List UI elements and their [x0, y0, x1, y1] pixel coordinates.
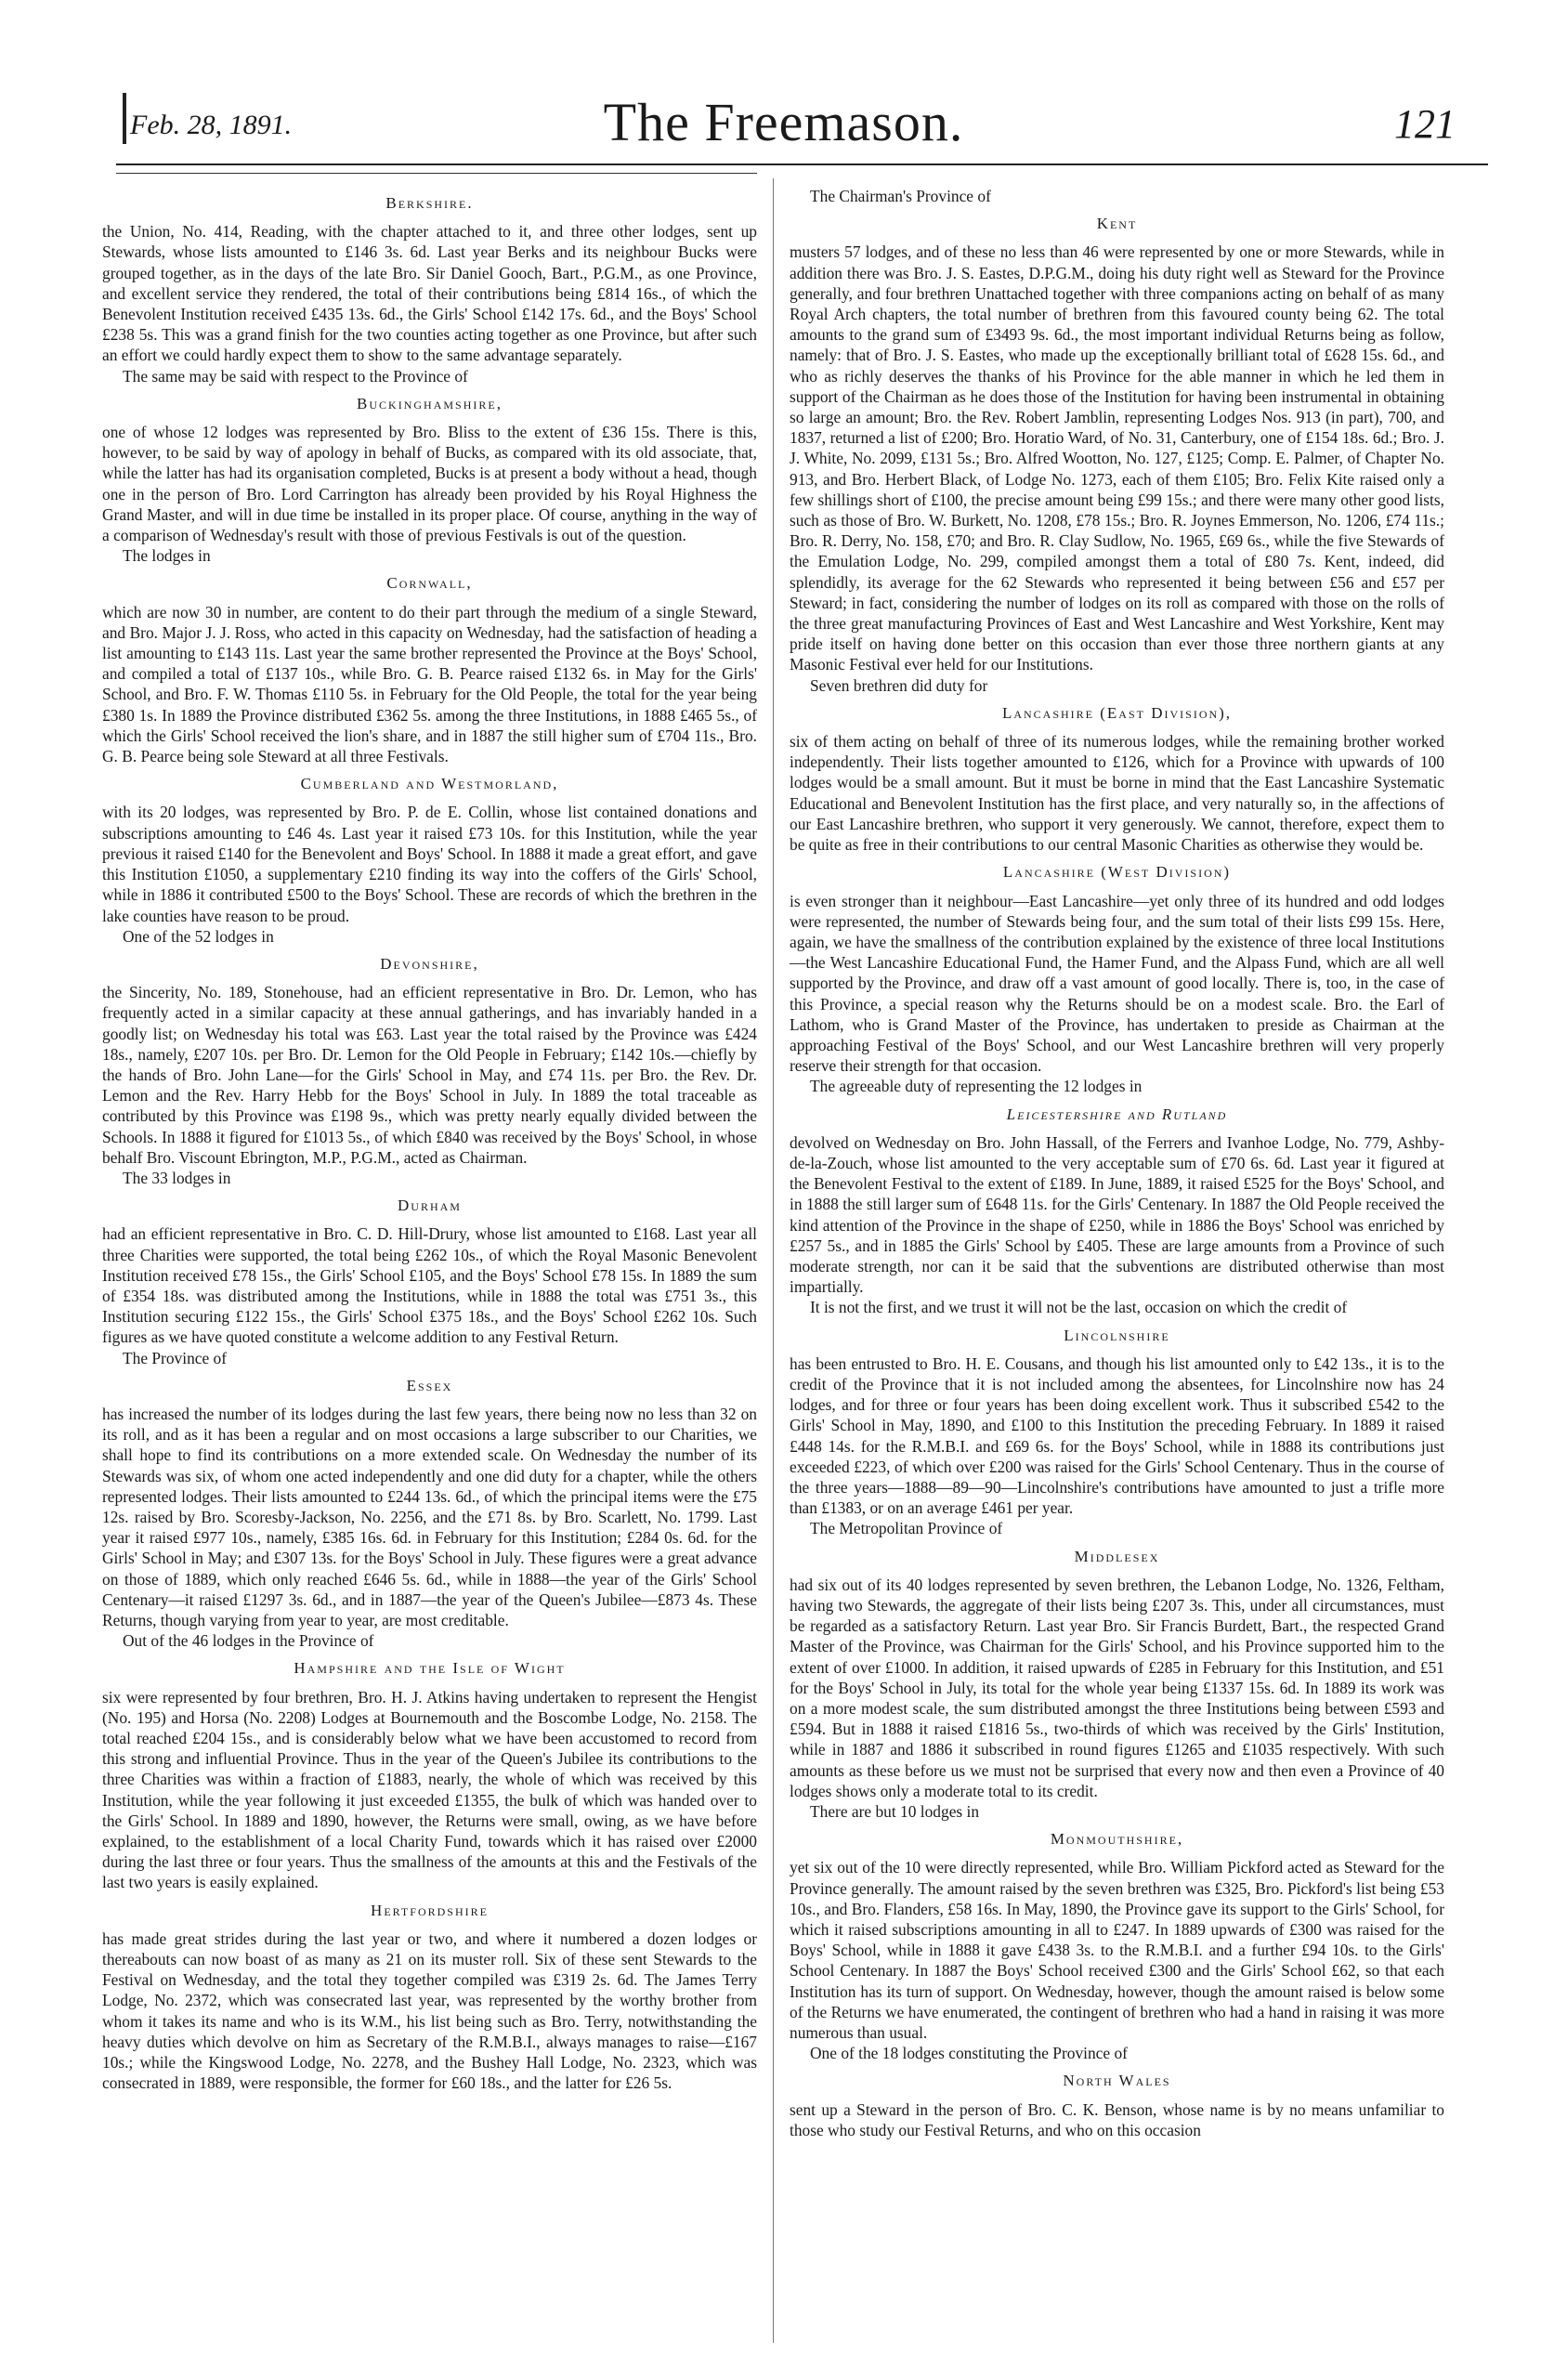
paragraph-middlesex: had six out of its 40 lodges represented by seven brethren, the Lebanon Lodge, No. 1326, Feltham, having two Stewards, the aggregate of their lists being £207 3s. This, under all circumstances, must be regarded as a satisfactory Return. Last year Bro. Sir Francis Burdett, Bart., the respected Grand Master of the Province, was Chairman for the Girls' School, and his Province supported him to the extent of over £1000. In addition, it raised upwards of £285 in February for this Institution, and £51 for the Boys' School in July, its total for the whole year being £1337 15s. 6d. In 1889 its work was on a more modest scale, the sum distributed amongst the three Institutions being between £593 and £594. But in 1888 it raised £1816 5s., two-thirds of which was received by the Girls' Institution, while in 1887 and 1886 it subscribed in round figures £1265 and £1035 respectively. With such amounts as these before us we must not be surprised that every now and then even a Province of 40 lodges shows only a moderate total to its credit. — [790, 1575, 1444, 1800]
paragraph-bucks: one of whose 12 lodges was represented by Bro. Bliss to the extent of £36 15s. There is this, however, to be said by way of apology in behalf of Bucks, as compared with its old associate, that, while the latter has had its organisation completed, Bucks is at present a body without a head, though one in the person of Bro. Lord Carrington has already been provided by his Royal Highness the Grand Master, and will in due time be installed in its proper place. Of course, anything in the way of a comparison of Wednesday's result with those of previous Festivals is out of the question. — [102, 423, 757, 545]
header-rule — [116, 163, 1488, 165]
paragraph-lincoln: has been entrusted to Bro. H. E. Cousans, and though his list amounted only to £42 13s., it is to the credit of the Province that it is not included among the absentees, for Lincolnshire now has 24 lodges, and for three or four years has been doing excellent work. Thus it subscribed £542 to the Girls' School in May, 1890, and £100 to this Institution the preceding February. In 1889 it raised £448 14s. for the R.M.B.I. and £69 6s. for the Boys' School, while in 1888 its contributions just exceeded £223, of which over £200 was raised for the Girls' School Centenary. Thus in the course of the three years—1888—89—90—Lincolnshire's contributions have amounted to just a trifle more than £1383, or on an average £461 per year. — [790, 1353, 1444, 1518]
intro-devon: One of the 52 lodges in — [123, 926, 274, 946]
paragraph-herts: has made great strides during the last year or two, and where it numbered a dozen lodges or thereabouts can now boast of as many as 21 on its muster roll. Six of these sent Stewards to the Festival on Wednesday, and the total they together compiled was £319 2s. 6d. The James Terry Lodge, No. 2372, which was consecrated last year, was represented by the worthy brother from whom it takes its name and who is its W.M., his list being such as Bro. Terry, notwithstanding the heavy duties which devolve on him as Secretary of the R.M.B.I., always manages to raise—£167 10s.; while the Kingswood Lodge, No. 2278, and the Bushey Hall Lodge, No. 2323, which was consecrated in 1889, were responsible, the former for £60 18s., and the latter for £26 5s. — [102, 1929, 757, 2093]
section-heading-devon: Devonshire, — [380, 954, 479, 973]
intro-leicester: The agreeable duty of representing the 12 lodges in — [810, 1077, 1143, 1096]
intro-hants: Out of the 46 lodges in the Province of — [123, 1631, 374, 1651]
section-heading-cumberland: Cumberland and Westmorland, — [300, 775, 559, 793]
right-column — [790, 186, 1444, 2140]
paragraph-kent: musters 57 lodges, and of these no less than 46 were represented by one or more Stewards, while in addition there was Bro. J. S. Eastes, D.P.G.M., doing his duty right well as Steward for the Province generally, and four brethren Unattached together with three companions acting on behalf of as many Royal Arch chapters, the total number of brethren from this favoured county being 62. The total amounts to the grand sum of £3493 9s. 6d., the most important individual Returns being as follow, namely: that of Bro. J. S. Eastes, who made up the exceptionally brilliant total of £628 15s. 6d., and who as richly deserves the thanks of his Province for the able manner in which he led them in support of the Chairman as he does those of the Institution for having been instrumental in obtaining so large an amount; Bro. the Rev. Robert Jamblin, representing Lodges Nos. 913 (in part), 700, and 1837, returned a list of £200; Bro. Horatio Ward, of No. 31, Canterbury, one of £154 18s. 6d.; Bro. J. J. White, No. 2099, £131 5s.; Bro. Alfred Wootton, No. 127, £125; Comp. E. Palmer, of Chapter No. 913, and Bro. Herbert Black, of Lodge No. 1273, each of them £105; Bro. Felix Kite raised only a few shillings short of £100, the precise amount being £99 15s.; and there were many other good lists, such as those of Bro. W. Burkett, No. 1208, £78 15s.; Bro. R. Joynes Emmerson, No. 1206, £74 11s.; Bro. R. Derry, No. 158, £70; and Bro. R. Clay Sudlow, No. 1965, £69 6s., while the five Stewards of the Emulation Lodge, No. 299, compiled amongst them a total of £80 7s. Kent, indeed, did splendidly, its average for the 62 Stewards who represented it being between £56 and £57 per Steward; in fact, considering the number of lodges on its roll as compared with those on the rolls of the three great manufacturing Provinces of East and West Lancashire and West Yorkshire, Kent may pride itself on having done better on this occasion than ever those three northern giants at any Masonic Festival ever held for our Institutions. — [790, 242, 1444, 674]
section-heading-monmouth: Monmouthshire, — [1050, 1830, 1184, 1849]
section-heading-leicester: Leicestershire and Rutland — [1006, 1105, 1228, 1123]
section-heading-hants: Hampshire and the Isle of Wight — [294, 1659, 566, 1678]
intro-bucks: The same may be said with respect to the Province of — [123, 366, 468, 386]
paragraph-north-wales: sent up a Steward in the person of Bro. C. K. Benson, whose name is by no means unfamiliar to those who study our Festival Returns, and who on this occasion — [790, 2099, 1444, 2139]
section-heading-cornwall: Cornwall, — [386, 574, 473, 593]
paragraph-essex: has increased the number of its lodges during the last few years, there being now no less than 32 on its roll, and as it has been a regular and on most occasions a large subscriber to our Charities, we shall hope to find its contributions on a more extended scale. On Wednesday the number of its Stewards was six, of whom one acted independently and one did duty for a chapter, while the others represented lodges. Their lists amounted to £244 13s. 6d., of which the principal items were the £75 12s. raised by Bro. Scoresby-Jackson, No. 2256, and the £71 8s. by Bro. Scarlett, No. 1799. Last year it raised £977 10s., namely, £385 16s. 6d. in February for this Institution; £284 0s. 6d. for the Girls' School in May; and £307 13s. for the Boys' School in July. These figures were a great advance on those of 1889, which only reached £646 5s. 6d., while in 1888—the year of the Girls' School Centenary—it raised £1297 3s. 6d., and in 1887—the year of the Queen's Jubilee—£873 4s. These Returns, though varying from year to year, are most creditable. — [102, 1404, 757, 1629]
intro-north-wales: One of the 18 lodges constituting the Province of — [810, 2044, 1128, 2063]
page-number: 121 — [1394, 101, 1456, 147]
paragraph-leicester: devolved on Wednesday on Bro. John Hassall, of the Ferrers and Ivanhoe Lodge, No. 779, Ashby-de-la-Zouch, whose list amounted to the very acceptable sum of £70 6s. 6d. Last year it figured at the Benevolent Festival to the extent of £189. In June, 1889, it raised £525 for the Boys' School, and in 1888 the still larger sum of £648 11s. for the Girls' Centenary. In 1887 the Old People received the kind attention of the Province in the shape of £250, while in 1886 the Boys' School was enriched by £257 5s., and in 1885 the Girls' School by £405. These are large amounts from a Province of such moderate strength, nor can it be said that the subventions are distributed otherwise than most impartially. — [790, 1132, 1444, 1297]
paragraph-berkshire: the Union, No. 414, Reading, with the chapter attached to it, and three other lodges, sent up Stewards, whose lists amounted to £146 3s. 6d. Last year Berks and its neighbour Bucks were grouped together, as in the days of the late Bro. Sir Daniel Gooch, Bart., P.G.M., as one Province, and excellent service they rendered, the total of their contributions being £814 16s., of which the Benevolent Institution received £435 13s. 6d., the Girls' School £142 17s. 6d., and the Boys' School £238 5s. This was a grand finish for the two counties acting together as one Province, but after such an effort we could hardly expect them to show to the same advantage separately. — [102, 222, 757, 365]
paragraph-lanc-east: six of them acting on behalf of three of its numerous lodges, while the remaining brother worked independently. Their lists together amounted to £126, which for a Province with upwards of 100 lodges would be a small amount. But it must be borne in mind that the East Lancashire Systematic Educational and Benevolent Institution has the first place, and very naturally so, in the affections of our East Lancashire brethren, who support it very generously. We cannot, therefore, expect them to be quite as free in their contributions to our central Masonic Charities as otherwise they would be. — [790, 732, 1444, 855]
paragraph-durham: had an efficient representative in Bro. C. D. Hill-Drury, whose list amounted to £168. Last year all three Charities were supported, the total being £262 10s., of which the Royal Masonic Benevolent Institution received £78 15s., the Girls' School £105, and the Boys' School £78 15s. In 1889 the sum of £354 18s. was distributed among the Institutions, while in 1888 the total was £751 3s., this Institution securing £122 15s., the Girls' School £375 18s., and the Boys' School £262 10s. Such figures as we have quoted constitute a welcome addition to any Festival Return. — [102, 1224, 757, 1347]
section-heading-herts: Hertfordshire — [371, 1901, 489, 1919]
issue-date: Feb. 28, 1891. — [130, 110, 293, 140]
section-heading-bucks: Buckinghamshire, — [357, 394, 503, 412]
section-heading-durham: Durham — [398, 1197, 462, 1215]
left-column — [102, 186, 757, 2093]
intro-essex: The Province of — [123, 1348, 228, 1367]
column-divider — [773, 178, 774, 2343]
paragraph-cornwall: which are now 30 in number, are content to do their part through the medium of a single Steward, and Bro. Major J. J. Ross, who acted in this capacity on Wednesday, had the satisfaction of heading a list amounting to £143 11s. Last year the same brother represented the Province at the Boys' School, and compiled a total of £137 10s., while Bro. G. B. Pearce raised £132 6s. in May for the Girls' School, and Bro. F. W. Thomas £110 5s. in February for the Old People, the total for the year being £380 1s. In 1889 the Province distributed £362 5s. among the three Institutions, in 1888 £465 5s., of which the Girls' School received the lion's share, and in 1887 the still higher sum of £704 11s., Bro. G. B. Pearce being sole Steward at all three Festivals. — [102, 602, 757, 766]
paragraph-monmouth: yet six out of the 10 were directly represented, while Bro. William Pickford acted as Steward for the Province generally. The amount raised by the seven brethren was £325, Bro. Pickford's list being £53 10s., and Bro. Flanders, £58 16s. In May, 1890, the Province gave its support to the Girls' School, for which it raised subscriptions amounting in all to £247. In 1889 upwards of £300 was raised for the Boys' School, while in 1888 it gave £438 3s. to the R.M.B.I. and a further £94 10s. to the Girls' School Centenary. In 1887 the Boys' School received £300 and the Girls' School £62, so that each Institution has its turn of support. On Wednesday, however, though the amount raised is below some of the Returns we have enumerated, the contingent of brethren who had a hand in raising it was more numerous than usual. — [790, 1858, 1444, 2043]
intro-lincoln: It is not the first, and we trust it will not be the last, occasion on which the credit of — [810, 1298, 1348, 1317]
section-heading-lanc-west: Lancashire (West Division) — [1002, 863, 1232, 882]
intro-kent: The Chairman's Province of — [810, 187, 991, 205]
page-header — [0, 0, 1567, 163]
paragraph-lanc-west: is even stronger than it neighbour—East Lancashire—yet only three of its hundred and odd lodges were represented, the number of Stewards being four, and the sum total of their lists £99 15s. Here, again, we have the smallness of the contribution explained by the existence of three local Institutions—the West Lancashire Educational Fund, the Hamer Fund, and the Alpass Fund, which are all well supported by the Province, and draw off a vast amount of good locally. There is, too, in the case of this Province, a special reason why the Returns should be on a modest scale. Bro. the Earl of Lathom, who is Grand Master of the Province, has undertaken to preside as Chairman at the approaching Festival of the Boys' School, and our West Lancashire brethren will very properly reserve their strength for that occasion. — [790, 891, 1444, 1076]
paragraph-devon: the Sincerity, No. 189, Stonehouse, had an efficient representative in Bro. Dr. Lemon, who has frequently acted in a similar capacity at these annual gatherings, and has invariably handed in a goodly list; on Wednesday his total was £63. Last year the total raised by the Province was £424 18s., namely, £207 10s. per Bro. Dr. Lemon for the Old People in February; £142 10s.—chiefly by the hands of Bro. John Lane—for the Girls' School in May, and £74 11s. per Bro. the Rev. Dr. Lemon and the Rev. Harry Hebb for the Boys' School in July. In 1889 the total traceable as contributed by this Province was £198 9s., which was pretty nearly equally divided between the Schools. In 1888 it figured for £1013 5s., of which £840 was received by the Boys' School, in whose behalf Bro. Viscount Ebrington, M.P., P.G.M., acted as Chairman. — [102, 983, 757, 1167]
intro-cornwall: The lodges in — [123, 546, 211, 566]
section-heading-lanc-east: Lancashire (East Division), — [1001, 703, 1233, 722]
paragraph-hants: six were represented by four brethren, Bro. H. J. Atkins having undertaken to represent the Hengist (No. 195) and Horsa (No. 2208) Lodges at Bournemouth and the Boscombe Lodge, No. 2158. The total reached £204 15s., and is considerably below what we have been accustomed to record from this strong and influential Province. Thus in the year of the Queen's Jubilee its contributions to the three Charities was within a fraction of £1883, nearly, the whole of which was received by this Institution, while the year following it just exceeded £1355, the bulk of which was handed over to the Girls' School. In 1889 and 1890, however, the Returns were small, owing, as we have before explained, to the establishment of a local Charity Fund, towards which it has raised over £2000 during the last three or four years. Thus the smallness of the amounts at this and the Festivals of the last two years is easily explained. — [102, 1687, 757, 1892]
intro-monmouth: There are but 10 lodges in — [810, 1802, 980, 1822]
intro-durham: The 33 lodges in — [123, 1168, 231, 1187]
paragraph-cumberland: with its 20 lodges, was represented by Bro. P. de E. Collin, whose list contained donations and subscriptions amounting to £46 4s. Last year it raised £73 10s. for this Institution, while the year previous it raised £140 for the Benevolent and Boys' School. In 1888 it made a great effort, and gave this Institution £1050, a supplementary £210 finding its way into the coffers of the Girls' School, while in 1886 it contributed £500 to the Boys' School. These are records of which the brethren in the lake counties have reason to be proud. — [102, 803, 757, 925]
section-heading-kent: Kent — [1096, 215, 1138, 233]
section-heading-lincoln: Lincolnshire — [1064, 1326, 1170, 1344]
section-heading-middlesex: Middlesex — [1074, 1547, 1160, 1565]
intro-middlesex: The Metropolitan Province of — [810, 1519, 1003, 1538]
section-heading-berkshire: Berkshire. — [385, 194, 474, 212]
masthead-title: The Freemason. — [603, 92, 964, 152]
header-rule-secondary — [116, 173, 757, 174]
section-heading-north-wales: North Wales — [1063, 2072, 1171, 2090]
section-heading-essex: Essex — [406, 1376, 453, 1394]
intro-lanc-east: Seven brethren did duty for — [810, 675, 988, 695]
